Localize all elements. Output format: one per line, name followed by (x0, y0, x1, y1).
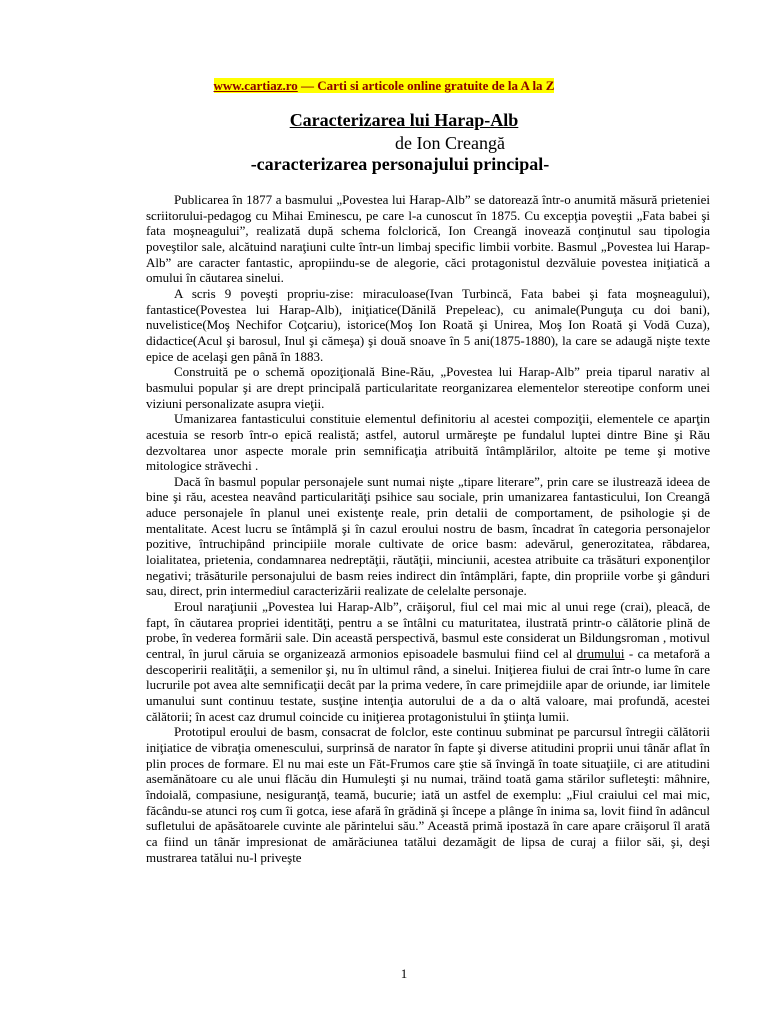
paragraph-4: Umanizarea fantasticului constituie elementul definitoriu al acestei compoziţii, elementele ce aparţin acestuia se resorb într-o epică realistă; astfel, autorul urmăreşte pe fundalul luptei dintre Bine şi Rău dezvoltarea unor aspecte morale prin semnificaţia atribuită întâmplărilor, altoite pe teme şi motive mitologice străvechi . (146, 411, 710, 474)
underlined-word: drumului (576, 646, 625, 662)
site-link[interactable]: www.cartiaz.ro (213, 78, 298, 93)
paragraph-6-part-a: Eroul naraţiunii „Povestea lui Harap-Alb”, crăişorul, fiul cel mai mic al unui rege (crai), pleacă, de fapt, în căutarea propriei identităţi, pentru a se întâlni cu maturitatea, ilustrată printr-o călătorie plină de probe, în vederea formării sale. Din această perspectivă, basmul este considerat un Bildungsroman , motivul central, în jurul căruia se organizează armonios episoadele basmului fiind cel al (146, 599, 710, 662)
page-number: 1 (400, 966, 408, 981)
banner-text: — Carti si articole online gratuite de la A la Z (297, 78, 555, 93)
paragraph-6 (146, 599, 710, 724)
paragraph-7: Prototipul eroului de basm, consacrat de folclor, este continuu subminat pe parcursul întregii călătorii iniţiatice de vibraţia omenescului, surprinsă de narator în fapte şi diverse atitudini proprii unui tânăr aflat în plin proces de formare. El nu mai este un Făt-Frumos care ştie să învingă în toate situaţiile, ci are atitudini asemănătoare cu ale unui flăcău din Humuleşti şi nu numai, trăind toată gama stărilor sufleteşti: mâhnire, îndoială, compasiune, nesiguranţă, teamă, bucurie; iată un astfel de exemplu: „Fiul craiului cel mai mic, făcându-se atunci roş cum îi gotca, iese afară în grădină şi începe a plânge în inima sa, lovit fiind în adâncul sufletului de apăsătoarele cuvinte ale părintelui său.” Această primă ipostază în care apare crăişorul îl arată ca fiind un tânăr impresionat de amărăciunea tatălui dezamăgit de lipsa de curaj a fiilor săi, şi, deşi mustrarea tatălui nu-l priveşte (146, 724, 710, 865)
paragraph-1: Publicarea în 1877 a basmului „Povestea lui Harap-Alb” se datorează într-o anumită măsură prieteniei scriitorului-pedagog cu Mihai Eminescu, pe care l-a cunoscut în 1875. Cu excepţia poveştii „Fata babei şi fata moşneagului”, realizată după schema folclorică, Ion Creangă inovează conţinutul sau tipologia poveştilor sale, alcătuind naraţiuni culte într-un limbaj specific limbii vorbite. Basmul „Povestea lui Harap-Alb” are caracter fantastic, apropiindu-se de alegorie, căci protagonistul dezvăluie povestea iniţiatică a omului în căutarea sinelui. (146, 192, 710, 286)
paragraph-5: Dacă în basmul popular personajele sunt numai nişte „tipare literare”, prin care se ilustrează ideea de bine şi rău, acestea neavând particularităţi psihice sau sociale, prin umanizarea fantasticului, Ion Creangă aduce personajele în planul unei existenţe reale, prin detalii de comportament, de psihologie şi de mentalitate. Acest lucru se întâmplă şi în cazul eroului nostru de basm, încadrat în categoria personajelor pozitive, întruchipând principiile morale cultivate de orice basm: adevărul, generozitatea, răbdarea, loialitatea, prietenia, condamnarea nedreptăţii, răutăţii, minciunii, acestea atribuite ca trăsături exponenţilor negativi; trăsăturile personajului de basm reies indirect din întâmplări, fapte, din propriile vorbe şi gânduri sau, direct, prin intermediul caracterizării realizate de celelalte personaje. (146, 473, 710, 599)
document-title: Caracterizarea lui Harap-Alb (289, 110, 519, 130)
document-author: de Ion Creangă (395, 133, 505, 153)
document-subtitle: -caracterizarea personajului principal- (250, 154, 550, 174)
document-body (146, 192, 710, 865)
paragraph-6-part-b: - ca metaforă a descoperirii realităţii, a semenilor şi, nu în ultimul rând, a sinelui. Iniţierea fiului de crai într-o lume în care lucrurile pot avea alte semnificaţii decât par la prima vedere, în care primejdiile apar de oriunde, iar limitele umanului sunt continuu testate, susţine intenţia autorului de a da o altă valoare, mai profundă, acestei călătorii; în acest caz drumul coincide cu iniţierea protagonistului în ştiinţa lumii. (146, 646, 710, 724)
paragraph-3: Construită pe o schemă opoziţională Bine-Rău, „Povestea lui Harap-Alb” preia tiparul narativ al basmului popular şi are drept principală particularitate reorganizarea elementelor stereotipe conform unei viziuni personalizate asupra vieţii. (146, 364, 710, 411)
banner-highlight (214, 78, 555, 93)
site-banner (0, 78, 768, 94)
paragraph-2: A scris 9 poveşti propriu-zise: miraculoase(Ivan Turbincă, Fata babei şi fata moşneagului), fantastice(Povestea lui Harap-Alb), iniţiatice(Dănilă Prepeleac), cu animale(Punguţa cu doi bani), nuvelistice(Moş Nechifor Coţcariu), istorice(Moş Ion Roată şi Unirea, Moş Ion Roată şi Vodă Cuza), didactice(Acul şi barosul, Inul şi cămeşa) şi două snoave în 5 ani(1875-1880), la care se adaugă nişte texte epice de acelaşi gen până în 1883. (146, 285, 710, 364)
